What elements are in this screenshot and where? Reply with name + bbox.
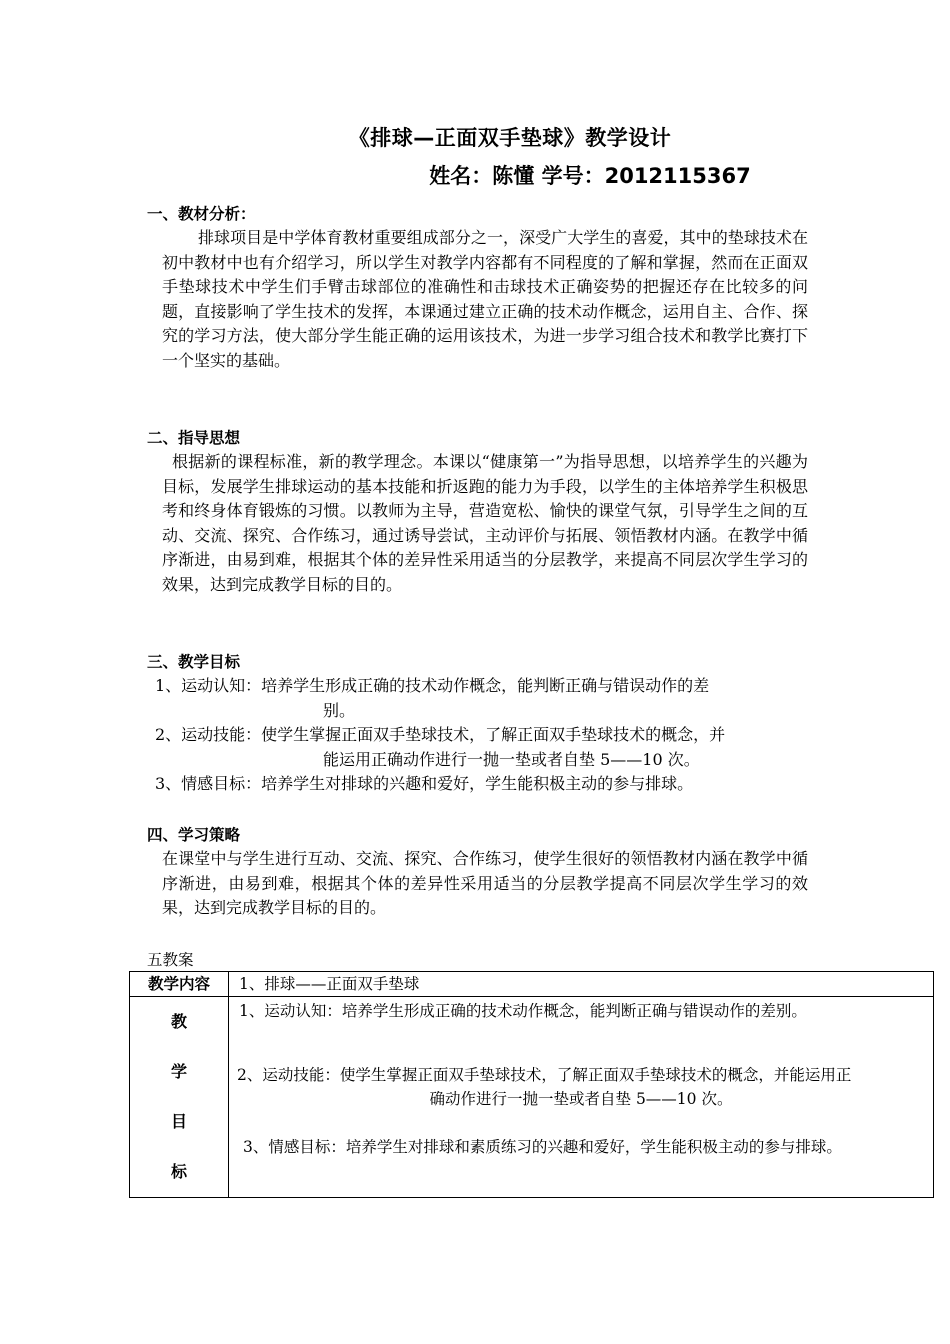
lesson-plan-table	[129, 971, 934, 1198]
section-heading-strategy: 四、学习策略	[147, 826, 241, 844]
vertical-char-2: 学	[170, 1062, 187, 1081]
objective-2	[155, 723, 815, 772]
objective-1-line-1: 1、运动认知：培养学生形成正确的技术动作概念，能判断正确与错误动作的差	[155, 676, 710, 695]
table-objective-2-line-2: 确动作进行一抛一垫或者自垫 5——10 次。	[429, 1090, 733, 1108]
cell-content	[229, 972, 934, 997]
objective-3: 3、情感目标：培养学生对排球的兴趣和爱好，学生能积极主动的参与排球。	[155, 774, 694, 793]
section-heading-objectives: 三、教学目标	[147, 653, 241, 671]
document-title: 《排球—正面双手垫球》教学设计	[348, 126, 672, 150]
cell-label-content: 教学内容	[130, 972, 229, 997]
cell-objectives	[229, 997, 934, 1198]
table-objective-3: 3、情感目标：培养学生对排球和素质练习的兴趣和爱好，学生能积极主动的参与排球。	[243, 1138, 842, 1156]
table-objective-1: 1、运动认知：培养学生形成正确的技术动作概念，能判断正确与错误动作的差别。	[239, 1002, 807, 1020]
section-label-lesson-plan: 五教案	[147, 951, 194, 969]
section-heading-analysis: 一、教材分析：	[147, 205, 256, 223]
objective-1-line-2: 别。	[323, 700, 356, 720]
vertical-char-3: 目	[170, 1112, 187, 1131]
table-objective-2-line-1: 2、运动技能：使学生掌握正面双手垫球技术，了解正面双手垫球技术的概念，并能运用正	[237, 1066, 852, 1084]
vertical-char-4: 标	[170, 1162, 187, 1181]
section-body-analysis: 排球项目是中学体育教材重要组成部分之一，深受广大学生的喜爱，其中的垫球技术在初中教材中也有介绍学习，所以学生对教学内容都有不同程度的了解和掌握，然而在正面双手垫球技术中学生们手臂击球部位的准确性和击球技术正确姿势的把握还存在比较多的问题，直接影响了学生技术的发挥，本课通过建立正确的技术动作概念，运用自主、合作、探究的学习方法，使大部分学生能正确的运用该技术，为进一步学习组合技术和教学比赛打下一个坚实的基础。	[162, 228, 808, 370]
table-row	[130, 972, 934, 997]
cell-label-objectives	[130, 997, 229, 1198]
table-row	[130, 997, 934, 1198]
vertical-char-1: 教	[170, 1012, 187, 1031]
section-heading-guiding-idea: 二、指导思想	[147, 429, 241, 447]
section-body-strategy: 在课堂中与学生进行互动、交流、探究、合作练习，使学生很好的领悟教材内涵在教学中循序渐进，由易到难，根据其个体的差异性采用适当的分层教学提高不同层次学生学习的效果，达到完成教学目标的目的。	[162, 849, 808, 917]
objective-2-line-1: 2、运动技能：使学生掌握正面双手垫球技术，了解正面双手垫球技术的概念，并	[155, 725, 726, 744]
objective-2-line-2: 能运用正确动作进行一抛一垫或者自垫 5——10 次。	[323, 749, 700, 769]
cell-content-text: 1、排球——正面双手垫球	[239, 975, 420, 993]
objective-1	[155, 674, 815, 723]
author-line: 姓名：陈懂 学号：2012115367	[429, 164, 751, 188]
section-body-guiding-idea: 根据新的课程标准，新的教学理念。本课以“健康第一”为指导思想，以培养学生的兴趣为目标，发展学生排球运动的基本技能和折返跑的能力为手段，以学生的主体培养学生积极思考和终身体育锻炼的习惯。以教师为主导，营造宽松、愉快的课堂气氛，引导学生之间的互动、交流、探究、合作练习，通过诱导尝试，主动评价与拓展、领悟教材内涵。在教学中循序渐进，由易到难，根据其个体的差异性采用适当的分层教学，来提高不同层次学生学习的效果，达到完成教学目标的目的。	[162, 452, 808, 594]
